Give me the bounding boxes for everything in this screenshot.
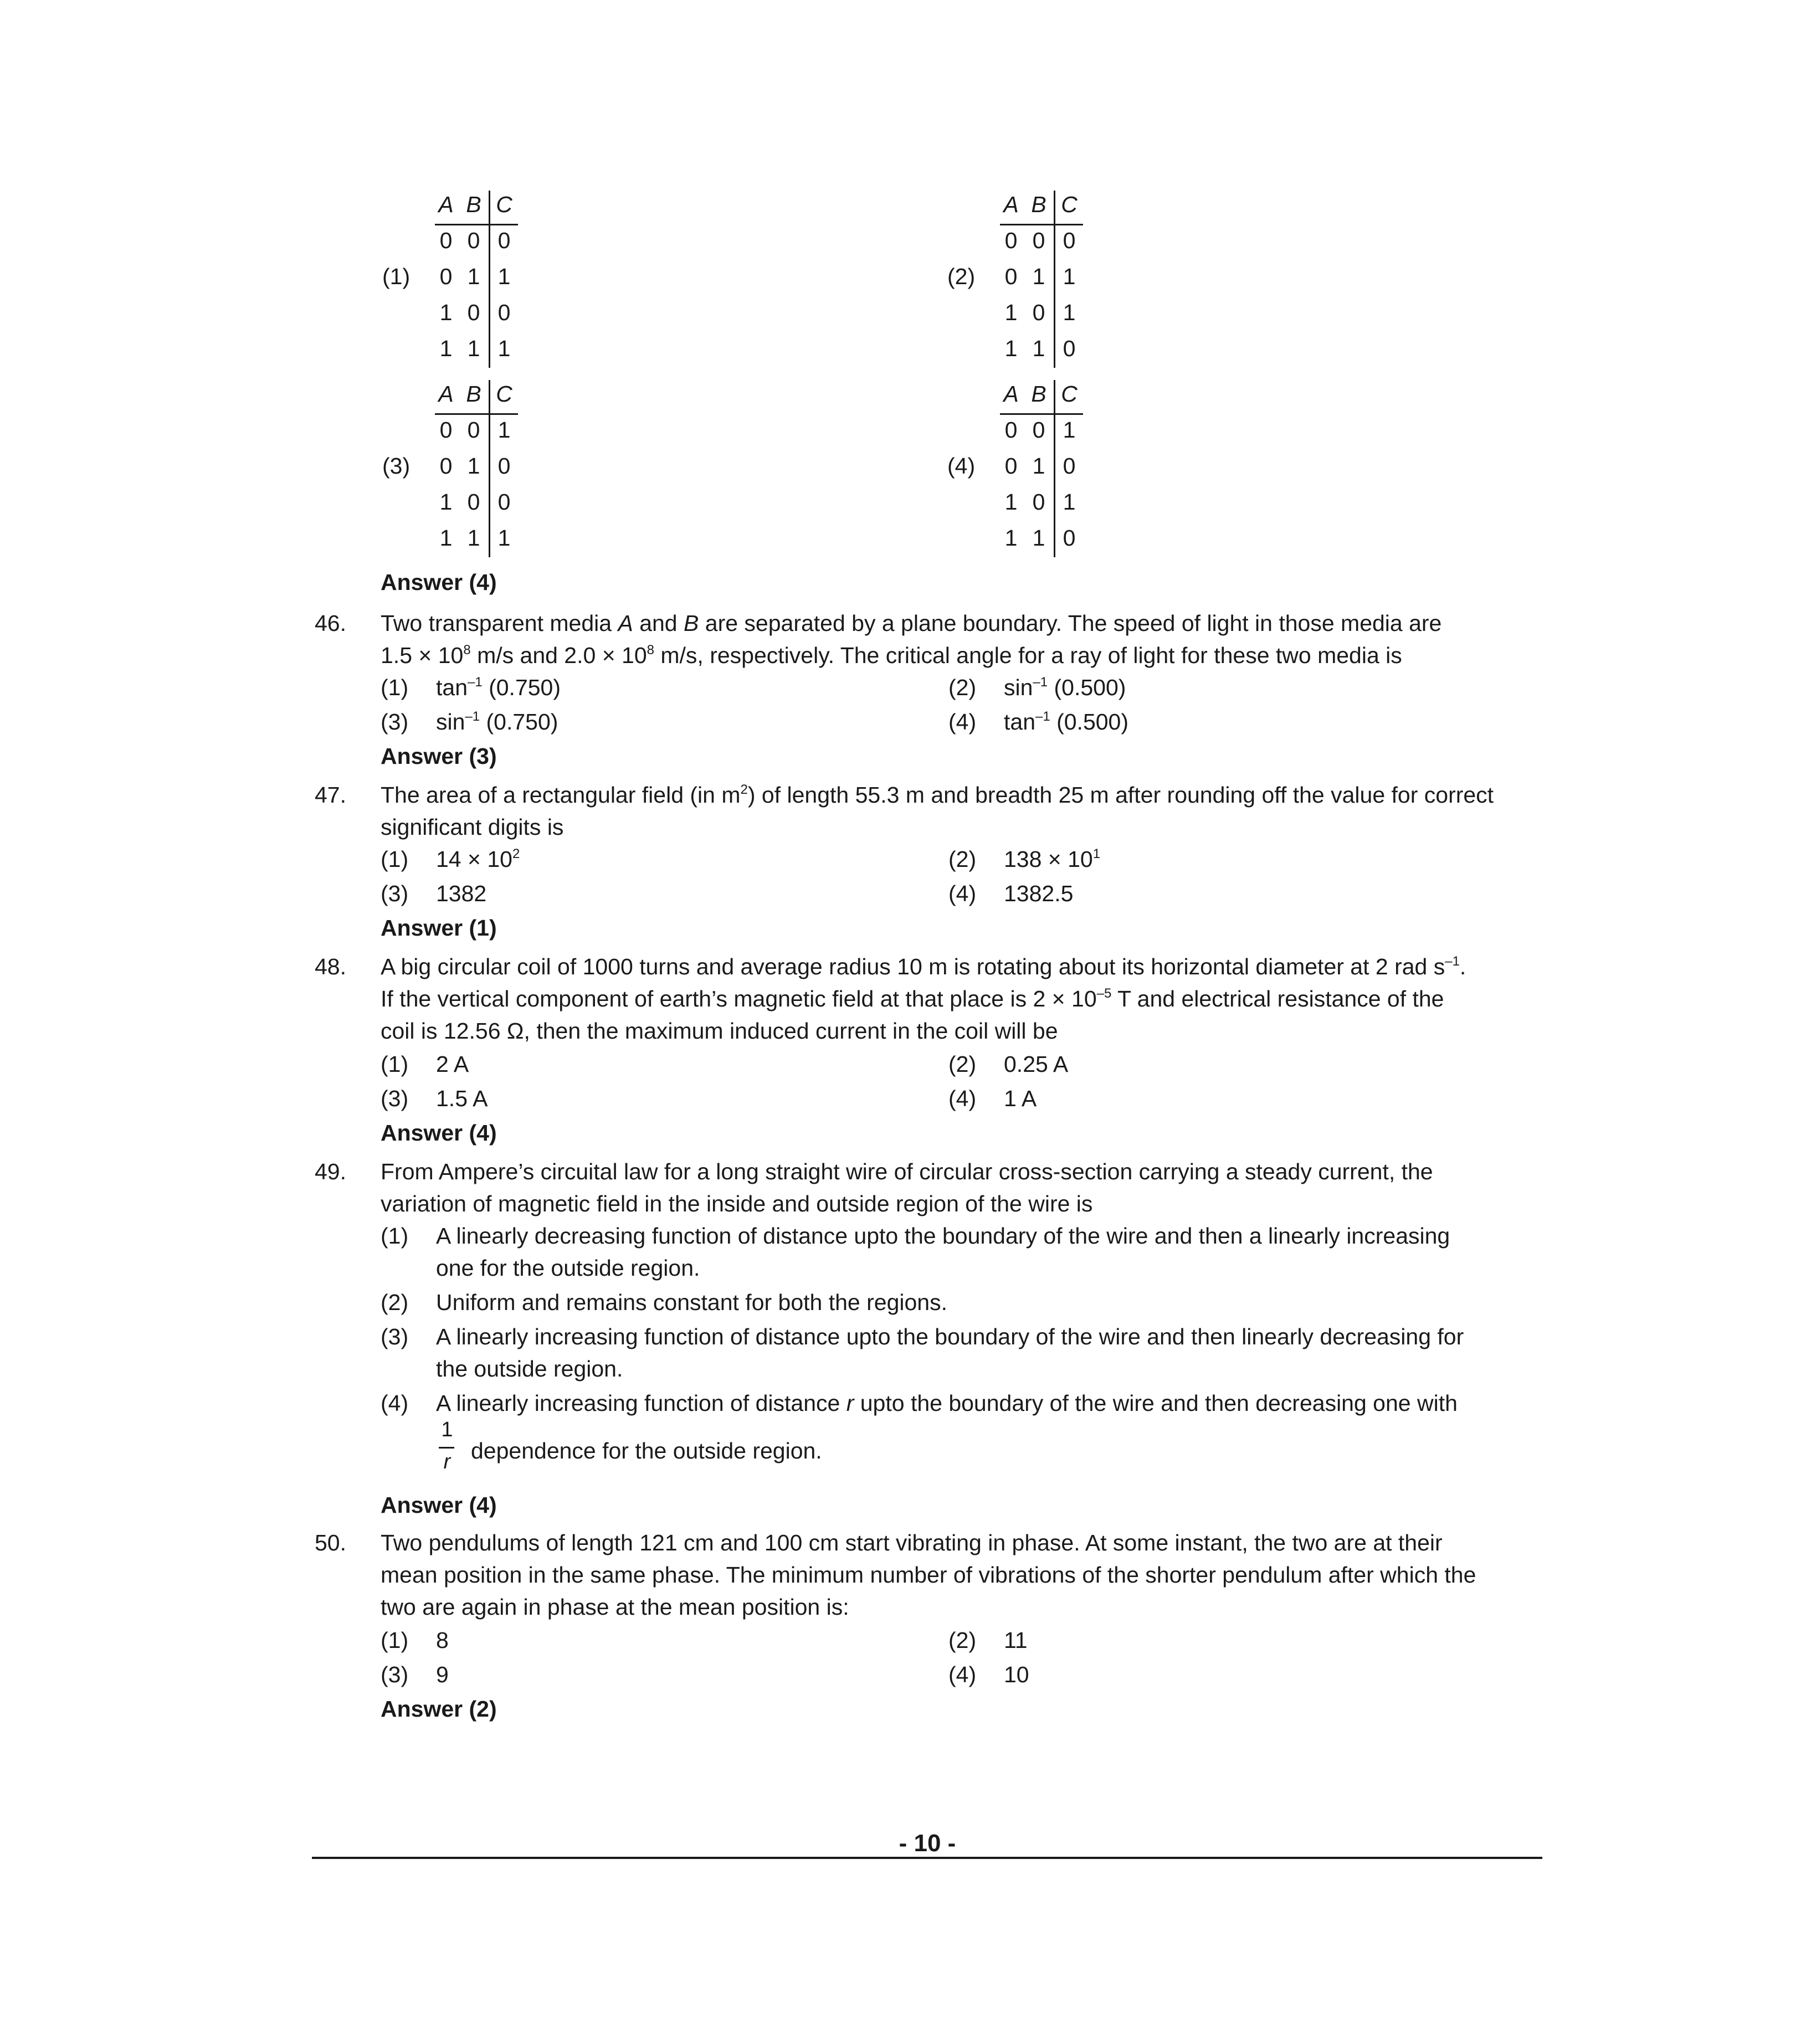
option-2: (2) $\sin^{-1} (0.500)$ — [948, 675, 1126, 700]
truth-table-cell: 1 — [439, 336, 453, 361]
question-number: 49. — [315, 1159, 346, 1184]
truth-table-cell: 1 — [1032, 336, 1045, 361]
option-label: (2) — [947, 264, 976, 289]
truth-table-cell: 0 — [497, 489, 511, 515]
truth-table-cell: 1 — [1063, 417, 1076, 443]
fraction-denominator: r — [443, 1450, 451, 1473]
truth-table-cell: 1 — [439, 300, 453, 325]
truth-table-cell: 1 — [1004, 489, 1018, 515]
option-1: (1) 8 — [381, 1627, 449, 1653]
option-4: (4) 1382.5 — [948, 881, 1074, 906]
truth-table-cell: 0 — [1063, 453, 1076, 479]
truth-table-cell: 0 — [439, 264, 453, 289]
truth-table-cell: 0 — [439, 453, 453, 479]
option-2: (2) 0.25 A — [948, 1051, 1069, 1077]
question-text: From Ampere’s circuital law for a long straight wire of circular cross-section carrying a steady current, the variation of magnetic field in the inside and outside region of the wire is — [381, 1159, 1433, 1216]
option-2: (2) 11 — [948, 1627, 1028, 1653]
truth-table-cell: 1 — [497, 264, 511, 289]
fraction-bar — [439, 1447, 454, 1449]
option-1: (1) $\tan^{-1} (0.750)$ — [381, 675, 561, 700]
truth-table-cell: 1 — [1004, 336, 1018, 361]
truth-table-cell: 1 — [439, 489, 453, 515]
truth-table-cell: 1 — [1063, 489, 1076, 515]
option-label: (1) — [382, 264, 411, 289]
question-text: A big circular coil of 1000 turns and average radius 10 m is rotating about its horizontal diameter at 2 rad $s^{-1}$. If the vertical component of earth’s magnetic field at that place is $2 \times 10^{-5}$ T and electrical resistance of the coil is 12.56 Ω, then the maximum induced current in the coil will be — [381, 954, 1466, 1044]
truth-table-header: C — [496, 381, 512, 407]
truth-table-cell: 1 — [439, 525, 453, 551]
option-3-continued: the outside region. — [436, 1356, 623, 1382]
option-3: (3) A linearly increasing function of distance upto the boundary of the wire and then linearly decreasing for — [381, 1324, 1464, 1349]
truth-table-cell: 0 — [1004, 228, 1018, 253]
truth-table-cell: 1 — [467, 525, 480, 551]
question-number: 48. — [315, 954, 346, 979]
truth-table-cell: 1 — [1063, 264, 1076, 289]
option-4: (4) 10 — [948, 1662, 1029, 1687]
truth-table-cell: 0 — [497, 453, 511, 479]
option-1: (1) 2 A — [381, 1051, 469, 1077]
truth-table-cell: 0 — [1004, 264, 1018, 289]
option-3: (3) 1.5 A — [381, 1086, 488, 1111]
truth-table-header: B — [1031, 381, 1046, 407]
truth-table-header: B — [466, 381, 481, 407]
answer-q47: Answer (1) — [381, 915, 497, 941]
answer-q50: Answer (2) — [381, 1696, 497, 1722]
truth-table-cell: 0 — [439, 417, 453, 443]
truth-table-cell: 1 — [1063, 300, 1076, 325]
truth-table-cell: 0 — [497, 300, 511, 325]
truth-table-header: B — [466, 192, 481, 217]
option-1: (1) $14 \times 10^2$ — [381, 846, 520, 872]
answer-q45: Answer (4) — [381, 569, 497, 595]
truth-table-cell: 0 — [467, 417, 480, 443]
option-4-continued: dependence for the outside region. — [471, 1438, 822, 1463]
truth-table-cell: 0 — [1032, 417, 1045, 443]
truth-table-header: C — [496, 192, 512, 217]
truth-table-cell: 0 — [467, 300, 480, 325]
option-label: (3) — [382, 453, 411, 479]
truth-table-cell: 1 — [497, 336, 511, 361]
option-1-continued: one for the outside region. — [436, 1255, 700, 1281]
truth-table-cell: 1 — [1032, 264, 1045, 289]
answer-q46: Answer (3) — [381, 743, 497, 769]
option-4: (4) $\tan^{-1} (0.500)$ — [948, 709, 1129, 735]
option-4: (4) A linearly increasing function of distance r upto the boundary of the wire and then decreasing one with — [381, 1390, 1458, 1416]
option-3: (3) 9 — [381, 1662, 449, 1687]
answer-q48: Answer (4) — [381, 1120, 497, 1146]
truth-table-cell: 1 — [497, 525, 511, 551]
option-2: (2) $138 \times 10^1$ — [948, 846, 1101, 872]
question-text: Two pendulums of length 121 cm and 100 cm start vibrating in phase. At some instant, the two are at their mean position in the same phase. The minimum number of vibrations of the shorter pendulum after which the two are again in phase at the mean position is: — [381, 1530, 1476, 1620]
truth-table-cell: 0 — [1004, 417, 1018, 443]
page-number: - 10 - — [899, 1830, 956, 1857]
truth-table-cell: 1 — [1004, 300, 1018, 325]
truth-table-cell: 1 — [467, 264, 480, 289]
truth-table-cell: 1 — [1032, 525, 1045, 551]
truth-table-cell: 0 — [1063, 228, 1076, 253]
question-text: Two transparent media A and B are separated by a plane boundary. The speed of light in those media are $1.5 \times 10^8$ m/s and $2.0 \times 10^8$ m/s, respectively. The critical angle for a ray of light for these two media is — [381, 610, 1442, 668]
answer-q49: Answer (4) — [381, 1492, 497, 1518]
question-number: 46. — [315, 610, 346, 636]
option-4: (4) 1 A — [948, 1086, 1037, 1111]
truth-table-cell: 0 — [467, 228, 480, 253]
question-number: 47. — [315, 782, 346, 808]
truth-table-cell: 0 — [1032, 300, 1045, 325]
question-number: 50. — [315, 1530, 346, 1555]
truth-table-header: A — [1003, 192, 1019, 217]
truth-table-header: A — [438, 381, 454, 407]
truth-table-cell: 0 — [1063, 525, 1076, 551]
truth-table-header: C — [1061, 381, 1078, 407]
truth-table-cell: 1 — [467, 453, 480, 479]
truth-table-cell: 0 — [1063, 336, 1076, 361]
truth-table-cell: 0 — [1032, 228, 1045, 253]
fraction-numerator: 1 — [441, 1418, 453, 1441]
question-text: The area of a rectangular field (in $m^2$) of length 55.3 m and breadth 25 m after rounding off the value for correct significant digits is — [381, 782, 1494, 840]
truth-table-cell: 0 — [467, 489, 480, 515]
truth-table-header: B — [1031, 192, 1046, 217]
truth-table-cell: 1 — [467, 336, 480, 361]
option-label: (4) — [947, 453, 976, 479]
truth-table-header: C — [1061, 192, 1078, 217]
truth-table-cell: 0 — [1032, 489, 1045, 515]
option-3: (3) $\sin^{-1} (0.750)$ — [381, 709, 558, 735]
option-2: (2) Uniform and remains constant for both the regions. — [381, 1290, 947, 1315]
truth-table-cell: 0 — [497, 228, 511, 253]
option-3: (3) 1382 — [381, 881, 487, 906]
truth-table-header: A — [438, 192, 454, 217]
truth-table-header: A — [1003, 381, 1019, 407]
truth-table-cell: 1 — [1004, 525, 1018, 551]
truth-table-cell: 1 — [1032, 453, 1045, 479]
truth-table-cell: 0 — [1004, 453, 1018, 479]
truth-table-cell: 0 — [439, 228, 453, 253]
option-1: (1) A linearly decreasing function of distance upto the boundary of the wire and then a linearly increasing — [381, 1223, 1450, 1249]
truth-table-cell: 1 — [497, 417, 511, 443]
